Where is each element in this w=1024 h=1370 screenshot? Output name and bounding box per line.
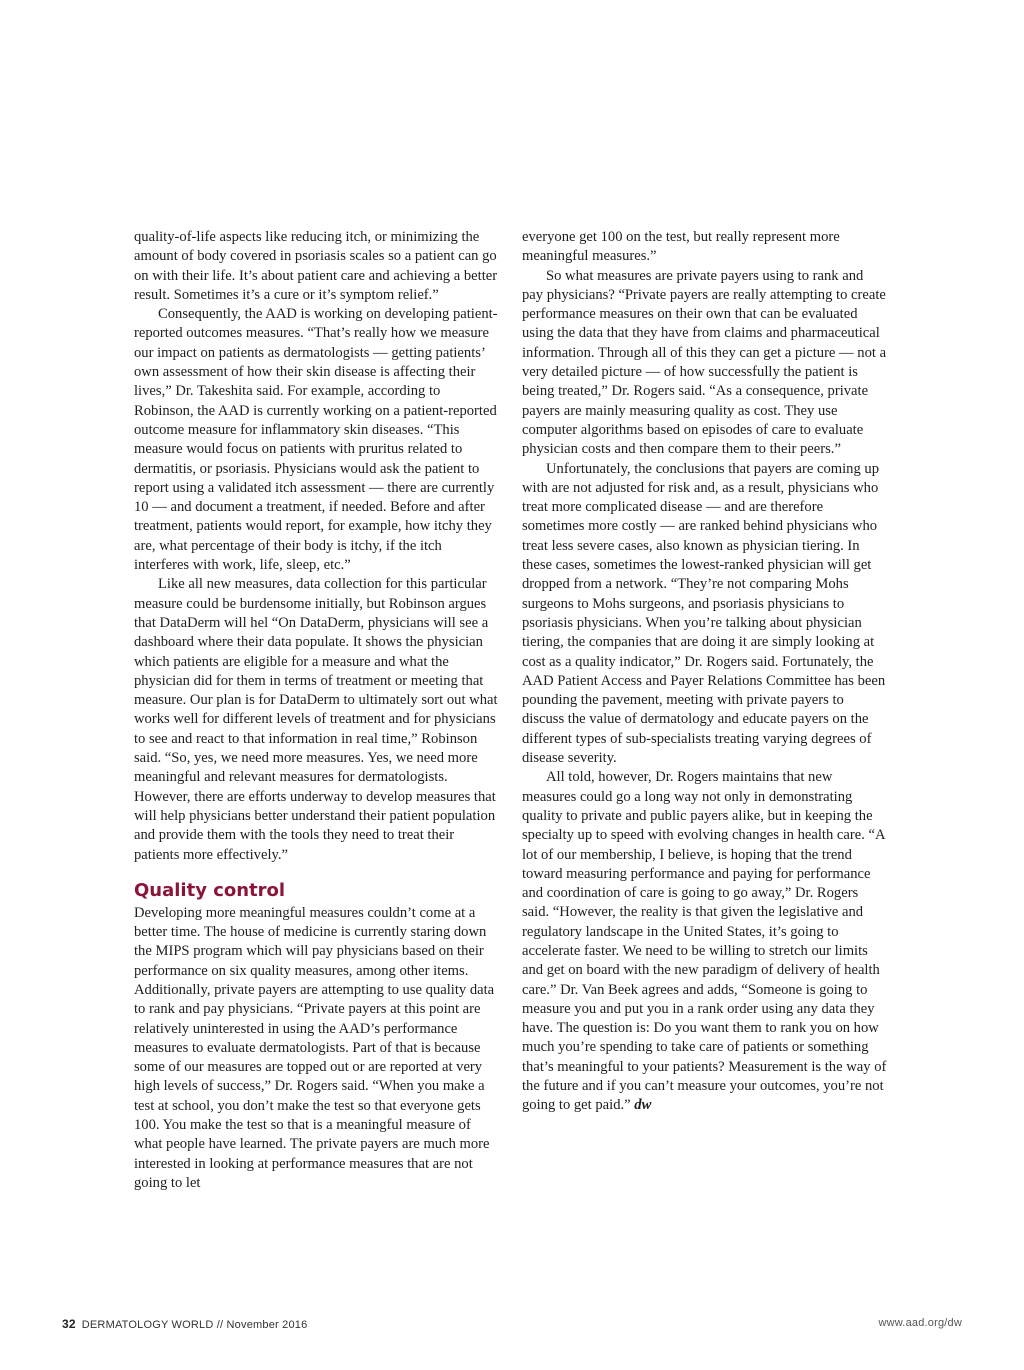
body-paragraph [522, 768, 888, 1115]
page-footer [62, 1317, 307, 1331]
signoff-mark: dw [634, 1097, 652, 1114]
body-paragraph: everyone get 100 on the test, but really represent more meaningful measures.” [522, 229, 840, 265]
left-column [134, 228, 500, 1193]
body-paragraph: Unfortunately, the conclusions that payers are coming up with are not adjusted for risk and, as a result, physicians who treat more complicated disease — and are therefore sometimes more costly — are ranked behind physicians who treat less severe cases, also known as physician tiering. In these cases, sometimes the lowest-ranked physician will get dropped from a network. “They’re not comparing Mohs surgeons to Mohs surgeons, and psoriasis physicians to psoriasis physicians. When you’re talking about physician tiering, the companies that are doing it are simply looking at cost as a quality indicator,” Dr. Rogers said. Fortunately, the AAD Patient Access and Payer Relations Committee has been pounding the pavement, meeting with private payers to discuss the value of dermatology and educate payers on the different types of sub-specialists treating varying degrees of disease severity. [522, 460, 886, 767]
right-column [522, 228, 888, 1116]
section-heading: Quality control [134, 879, 286, 901]
body-paragraph: Consequently, the AAD is working on developing patient-reported outcomes measures. “That’s really how we measure our impact on patients as dermatologists — getting patients’ own assessment of how their skin disease is affecting their lives,” Dr. Takeshita said. For example, according to Robinson, the AAD is currently working on a patient-reported outcome measure for inflammatory skin diseases. “This measure would focus on patients with pruritus related to dermatitis, or psoriasis. Physicians would ask the patient to report using a validated itch assessment — there are currently 10 — and document a treatment, if needed. Before and after treatment, patients would report, for example, how itchy they are, what percentage of their body is itchy, if the itch interferes with work, life, sleep, etc.” [134, 306, 498, 574]
publication-info: DERMATOLOGY WORLD // November 2016 [81, 1319, 308, 1331]
body-paragraph: Like all new measures, data collection for this particular measure could be burdensome initially, but Robinson argues that DataDerm will hel “On DataDerm, physicians will see a dashboard where their data populate. It shows the physician which patients are eligible for a measure and what the physician did for them in terms of treatment or meeting that measure. Our plan is for DataDerm to ultimately sort out what works well for different levels of treatment and for physicians to see and react to that information in real time,” Robinson said. “So, yes, we need more measures. Yes, we need more meaningful and relevant measures for dermatologists. However, there are efforts underway to develop measures that will help physicians better understand their patient population and provide them with the tools they need to treat their patients more effectively.” [134, 576, 498, 863]
body-paragraph: So what measures are private payers using to rank and pay physicians? “Private payers are really attempting to create performance measures on their own that can be evaluated using the data that they have from claims and pharmaceutical information. Through all of this they can get a picture — not a very detailed picture — of how successfully the patient is being treated,” Dr. Rogers said. “As a consequence, private payers are mainly measuring quality as cost. They use computer algorithms based on episodes of care to evaluate physician costs and then compare them to their peers.” [522, 267, 887, 458]
closing-paragraph-text: All told, however, Dr. Rogers maintains that new measures could go a long way not only in demonstrating quality to private and public payers alike, but in keeping the specialty up to speed with evolving changes in health care. “A lot of our membership, I believe, is hoping that the trend toward measuring performance and paying for performance and coordination of care is going to go away,” Dr. Rogers said. “However, the reality is that given the legislative and regulatory landscape in the United States, it’s going to accelerate faster. We need to be willing to stretch our limits and get on board with the new paradigm of delivery of health care.” Dr. Van Beek agrees and adds, “Someone is going to measure you and put you in a rank order using any data they have. The question is: Do you want them to rank you on how much you’re spending to take care of patients or something that’s meaningful to your patients? Measurement is the way of the future and if you can’t measure your outcomes, you’re not going to get paid.” [522, 769, 887, 1114]
body-paragraph: Developing more meaningful measures couldn’t come at a better time. The house of medicine is currently staring down the MIPS program which will pay physicians based on their performance on six quality measures, among other items. Additionally, private payers are attempting to use quality data to rank and pay physicians. “Private payers at this point are relatively uninterested in using the AAD’s performance measures to evaluate dermatologists. Part of that is because some of our measures are topped out or are reported at very high levels of success,” Dr. Rogers said. “When you make a test at school, you don’t make the test so that everyone gets 100. You make the test so that is a meaningful measure of what people have learned. The private payers are much more interested in looking at performance measures that are not going to let [134, 904, 495, 1191]
website-url: www.aad.org/dw [878, 1317, 962, 1329]
page-number: 32 [62, 1317, 76, 1331]
body-paragraph: quality-of-life aspects like reducing itch, or minimizing the amount of body covered in psoriasis scales so a patient can go on with their life. It’s about patient care and achieving a better result. Sometimes it’s a cure or it’s symptom relief.” [134, 229, 498, 303]
